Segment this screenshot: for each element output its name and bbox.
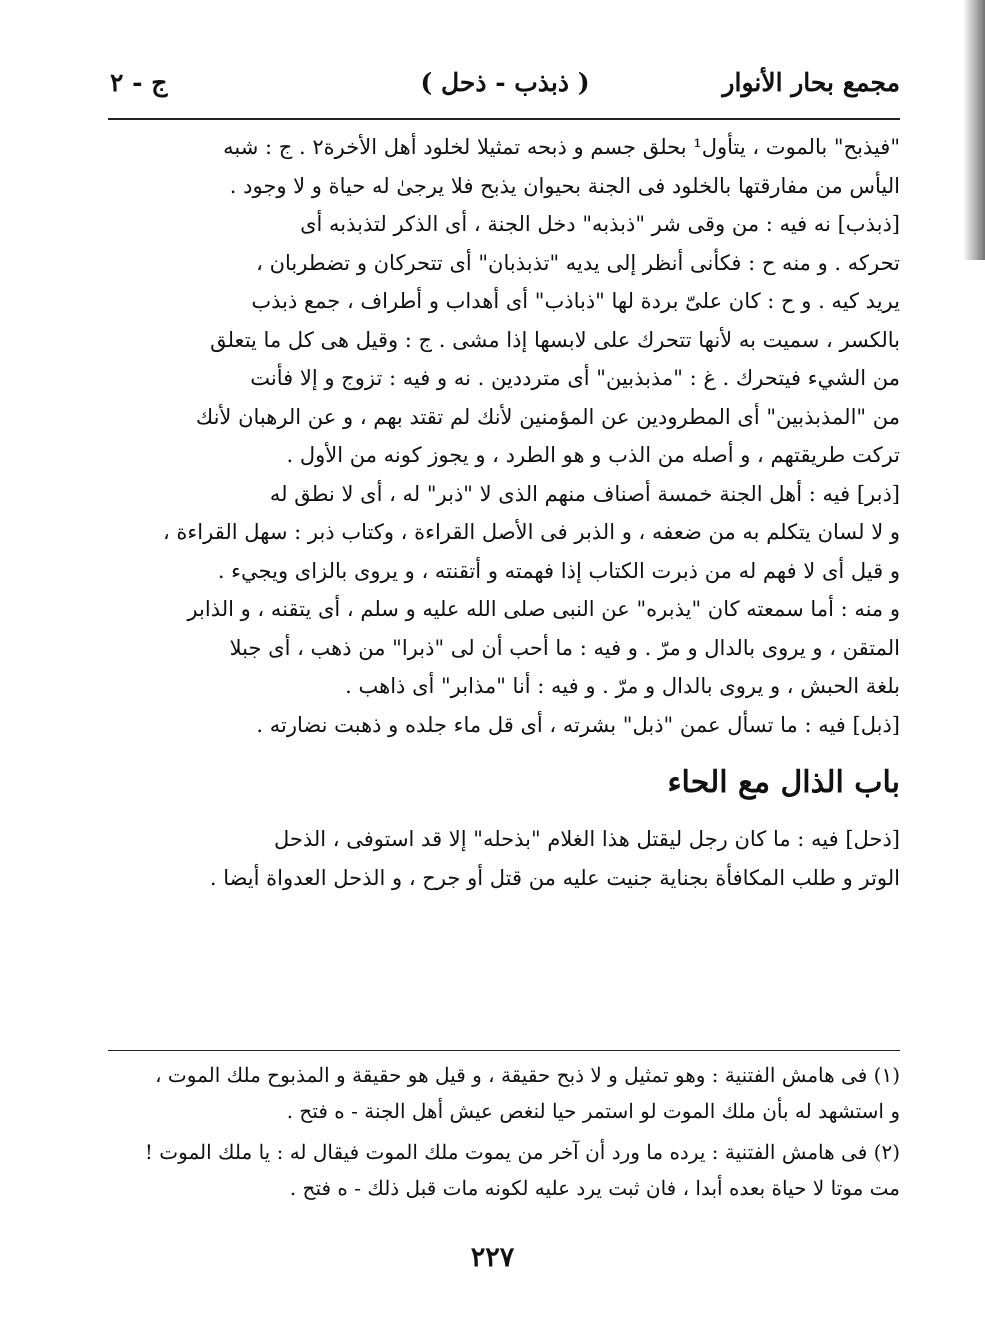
text-line: الوتر و طلب المكافأة بجناية جنيت عليه من قتل أو جرح ، و الذحل العدواة أيضا . xyxy=(209,865,900,890)
footnote-line: (١) فى هامش الفتنية : وهو تمثيل و لا ذبح حقيقة ، و قيل هو حقيقة و المذبوح ملك الموت ، xyxy=(155,1063,900,1087)
footnote-line: (٢) فى هامش الفتنية : يرده ما ورد أن آخر من يموت ملك الموت فيقال له : يا ملك الموت ! xyxy=(144,1140,900,1164)
page-number: ٢٢٧ xyxy=(470,1242,515,1273)
text-line: "فيذبح" بالموت ، يتأول¹ بحلق جسم و ذبحه تمثيلا لخلود أهل الأخرة٢ . ج : شبه xyxy=(223,135,900,159)
text-line: تركت طريقتهم ، و أصله من الذب و هو الطرد ، و يجوز كونه من الأول . xyxy=(286,443,900,467)
running-header xyxy=(110,68,900,108)
text-line: و لا لسان يتكلم به من ضعفه ، و الذبر فى الأصل القراءة ، وكتاب ذبر : سهل القراءة ، xyxy=(162,520,900,544)
scan-shadow-edge xyxy=(963,0,985,260)
footnote-line: مت موتا لا حياة بعده أبدا ، فان ثبت يرد عليه لكونه مات قبل ذلك - ه فتح . xyxy=(289,1175,900,1200)
header-rule xyxy=(108,118,900,120)
text-line: من الشيء فيتحرك . غ : "مذبذبين" أى مترددين . نه و فيه : تزوج و إلا فأنت xyxy=(250,366,900,390)
book-title: مجمع بحار الأنوار xyxy=(722,68,900,97)
text-line: تحركه . و منه ح : فكأنى أنظر إلى يديه "تذبذبان" أى تتحركان و تضطربان ، xyxy=(256,250,900,275)
text-line: [ذحل] فيه : ما كان رجل ليقتل هذا الغلام "بذحله" إلا قد استوفى ، الذحل xyxy=(273,827,900,851)
footnote-line: و استشهد له بأن ملك الموت لو استمر حيا لنغص عيش أهل الجنة - ه فتح . xyxy=(286,1098,900,1123)
text-line: المتقن ، و يروى بالدال و مرّ . و فيه : ما أحب أن لى "ذبرا" من ذهب ، أى جبلا xyxy=(229,635,900,660)
footnotes xyxy=(110,1058,900,1206)
footnote-rule xyxy=(108,1050,900,1051)
text-line: اليأس من مفارقتها بالخلود فى الجنة بحيوان يذبح فلا يرجىٰ له حياة و لا وجود . xyxy=(229,173,900,198)
text-line: من "المذبذبين" أى المطرودين عن المؤمنين لأنك لم تقتد بهم ، و عن الرهبان لأنك xyxy=(195,404,900,429)
text-line: بلغة الحبش ، و يروى بالدال و مرّ . و فيه : أنا "مذابر" أى ذاهب . xyxy=(345,674,900,698)
entry-range: ( ذبذب - ذحل ) xyxy=(420,68,590,97)
text-line: [ذبر] فيه : أهل الجنة خمسة أصناف منهم الذى لا "ذبر" له ، أى لا نطق له xyxy=(269,481,900,506)
text-line: يريد كيه . و ح : كان علىّ بردة لها "ذباذب" أى أهداب و أطراف ، جمع ذبذب xyxy=(251,289,900,313)
text-line: و منه : أما سمعته كان "يذبره" عن النبى صلى الله عليه و سلم ، أى يتقنه ، و الذابر xyxy=(187,597,900,621)
main-text xyxy=(110,128,900,897)
section-title: باب الذال مع الحاء xyxy=(667,765,900,800)
volume-label: ج - ٢ xyxy=(110,68,168,97)
text-line: و قيل أى لا فهم له من ذبرت الكتاب إذا فهمته و أتقنته ، و يروى بالزاى ويجيء . xyxy=(217,558,900,583)
text-line: بالكسر ، سميت به لأنها تتحرك على لابسها إذا مشى . ج : وقيل هى كل ما يتعلق xyxy=(210,327,900,352)
text-line: [ذبذب] نه فيه : من وقى شر "ذبذبه" دخل الجنة ، أى الذكر لتذبذبه أى xyxy=(300,212,900,236)
text-line: [ذبل] فيه : ما تسأل عمن "ذبل" بشرته ، أى قل ماء جلده و ذهبت نضارته . xyxy=(256,712,900,737)
